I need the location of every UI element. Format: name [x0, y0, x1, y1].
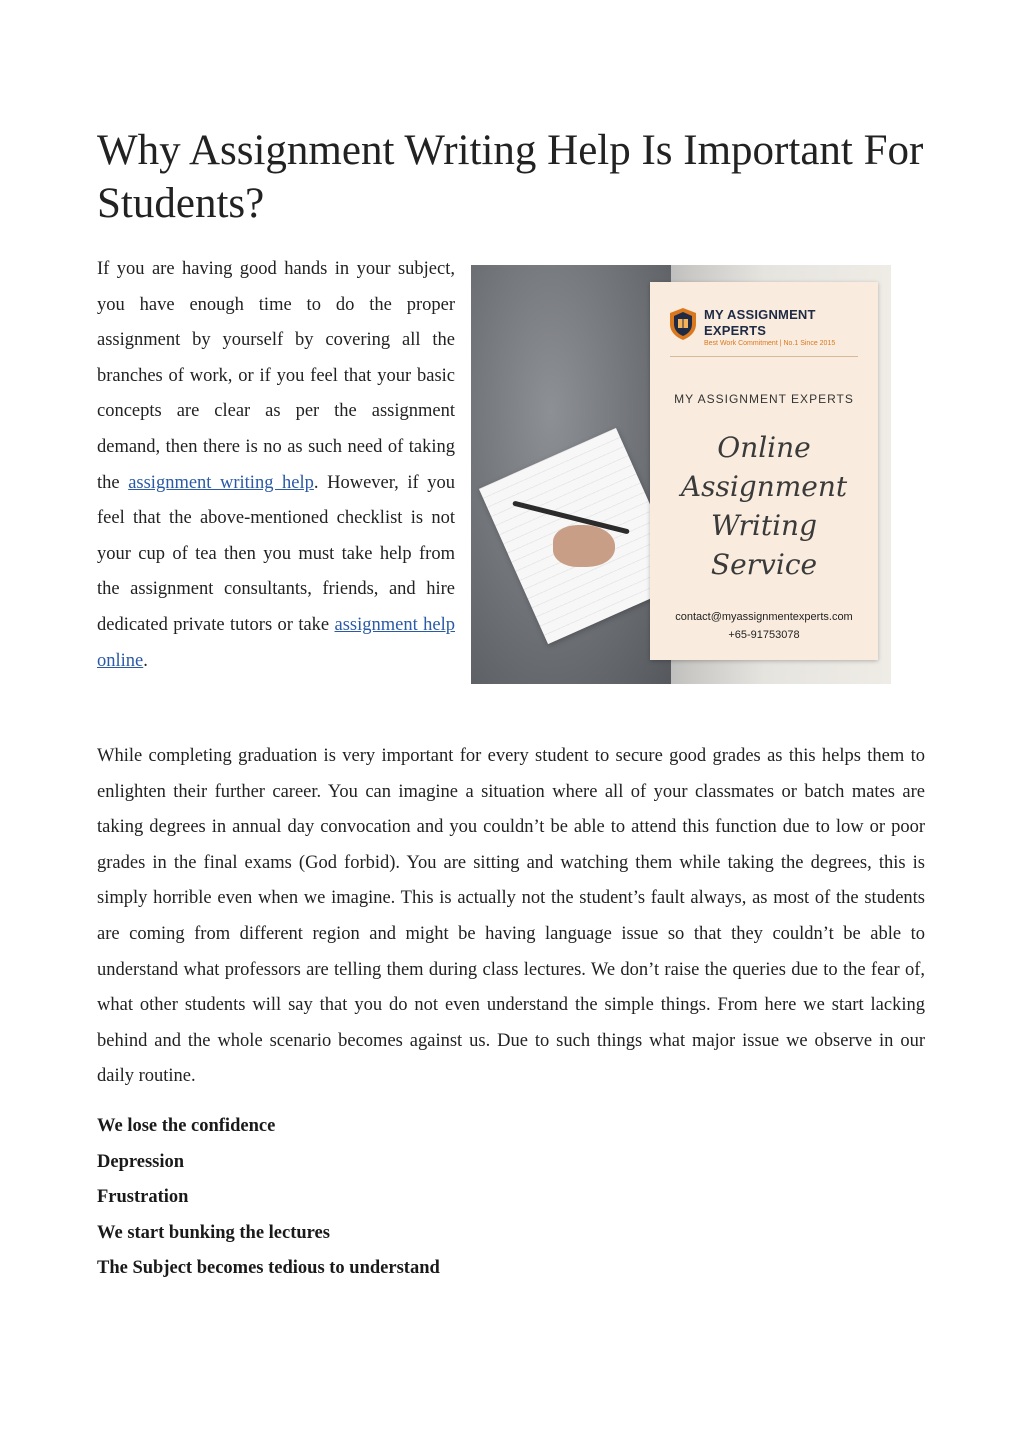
contact-block	[650, 608, 878, 644]
promo-card	[650, 282, 878, 660]
brand-text	[704, 307, 868, 349]
intro-text-1: If you are having good hands in your subject, you have enough time to do the proper assignment by yourself by covering all the branches of work, or if you feel that your basic concepts are clear as per the assignment demand, then there is no as such need of taking the	[97, 259, 455, 493]
assignment-help-online-link[interactable]: assignment help online	[97, 614, 455, 671]
assignment-writing-help-link[interactable]: assignment writing help	[128, 472, 314, 493]
intro-text-3: .	[143, 650, 148, 671]
shield-logo-icon	[668, 307, 698, 341]
card-divider	[670, 356, 858, 357]
page-title: Why Assignment Writing Help Is Important For Students?	[97, 127, 924, 227]
brand-logo	[668, 307, 868, 353]
contact-email: contact@myassignmentexperts.com	[675, 611, 853, 623]
intro-text-2: . However, if you feel that the above-mentioned checklist is not your cup of tea then you must take help from the assignment consultants, friends, and hire dedicated private tutors or take	[97, 472, 455, 635]
service-line: Assignment	[680, 470, 848, 503]
contact-phone: +65-91753078	[728, 629, 800, 641]
list-item: Frustration	[97, 1187, 189, 1208]
brand-tagline: Best Work Commitment | No.1 Since 2015	[704, 340, 836, 347]
list-item: We lose the confidence	[97, 1116, 276, 1136]
body-paragraph: While completing graduation is very important for every student to secure good grades as this helps them to enlighten their further career. You can imagine a situation where all of your classmates or batch mates are taking degrees in annual day convocation and you couldn’t be able to attend this function due to low or poor grades in the final exams (God forbid). You are sitting and watching them while taking the degrees, this is simply horrible even when we imagine. This is actually not the student’s fault always, as most of the students are coming from different region and might be having language issue so that they couldn’t be able to understand what professors are telling them during class lectures. We don’t raise the queries due to the fear of, what other students will say that you do not even understand the simple things. From here we start lacking behind and the whole scenario becomes against us. Due to such things what major issue we observe in our daily routine.	[97, 746, 925, 1087]
promo-image	[471, 265, 891, 684]
service-line: Service	[710, 548, 818, 581]
list-item: Depression	[97, 1151, 185, 1172]
list-item: We start bunking the lectures	[97, 1222, 330, 1243]
issues-list	[97, 1109, 440, 1287]
brand-name: MY ASSIGNMENT EXPERTS	[704, 307, 816, 338]
service-line: Online	[717, 431, 811, 464]
list-item: The Subject becomes tedious to understand	[97, 1258, 440, 1279]
card-caps-heading: MY ASSIGNMENT EXPERTS	[674, 392, 854, 406]
intro-paragraph	[97, 252, 455, 679]
hand-illustration	[553, 525, 615, 567]
service-heading	[650, 428, 878, 584]
service-line: Writing	[710, 509, 818, 542]
